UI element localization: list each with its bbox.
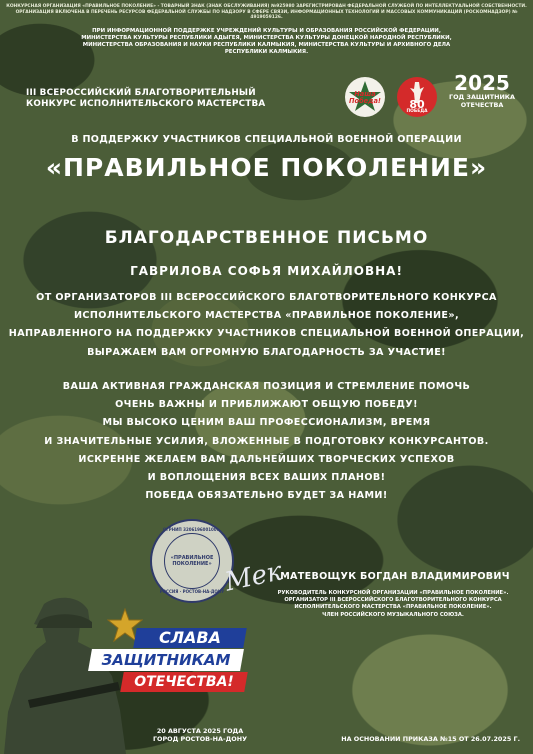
role-line: ОРГАНИЗАТОР III ВСЕРОССИЙСКОГО БЛАГОТВОРИТЕЛЬНОГО КОНКУРСА <box>284 597 502 604</box>
year-of-defender-logo <box>447 72 517 109</box>
stamp-ring-bottom: РОССИЯ · РОСТОВ-НА-ДОНУ <box>159 589 225 594</box>
order-reference: НА ОСНОВАНИИ ПРИКАЗА №15 ОТ 26.07.2025 Г. <box>341 735 520 743</box>
svo-support-text: В ПОДДЕРЖКУ УЧАСТНИКОВ СПЕЦИАЛЬНОЙ ВОЕННОЙ ОПЕРАЦИИ <box>71 134 462 145</box>
trademark-line: ОРГАНИЗАЦИЯ ВКЛЮЧЕНА В ПЕРЕЧЕНЬ РЕСУРСОВ ФЕДЕРАЛЬНОЙ СЛУЖБЫ ПО НАДЗОРУ В СФЕРЕ СВЯЗИ, ИНФОРМАЦИОННЫХ ТЕХНОЛОГИЙ И МАССОВЫХ КОММУНИКАЦИЙ (РОСКОМНАДЗОР) № 4919059126. <box>15 9 518 21</box>
contest-title <box>26 88 346 110</box>
nasha-pobeda-logo <box>345 77 385 117</box>
victory-80-logo <box>397 77 437 117</box>
organization-stamp <box>150 519 234 603</box>
anniversary-number: 80 <box>409 98 425 111</box>
paragraph-line: ВЫРАЖАЕМ ВАМ ОГРОМНУЮ БЛАГОДАРНОСТЬ ЗА УЧАСТИЕ! <box>87 346 446 358</box>
pobeda-logo-text: Наша Победа! <box>349 90 381 105</box>
contest-title-line: КОНКУРС ИСПОЛНИТЕЛЬСКОГО МАСТЕРСТВА <box>26 99 266 109</box>
support-line: ПРИ ИНФОРМАЦИОННОЙ ПОДДЕРЖКЕ УЧРЕЖДЕНИЙ КУЛЬТУРЫ И ОБРАЗОВАНИЯ РОССИЙСКОЙ ФЕДЕРАЦИИ, <box>92 28 441 34</box>
year-caption: ОТЕЧЕСТВА <box>460 100 504 109</box>
paragraph-line: И ЗНАЧИТЕЛЬНЫЕ УСИЛИЯ, ВЛОЖЕННЫЕ В ПОДГОТОВКУ КОНКУРСАНТОВ. <box>44 435 489 447</box>
paragraph-line: ОТ ОРГАНИЗАТОРОВ III ВСЕРОССИЙСКОГО БЛАГОТВОРИТЕЛЬНОГО КОНКУРСА <box>36 292 497 303</box>
support-line: МИНИСТЕРСТВА ОБРАЗОВАНИЯ И НАУКИ РЕСПУБЛИКИ КАЛМЫКИЯ, МИНИСТЕРСТВА КУЛЬТУРЫ И АРХИВНОГО ДЕЛА <box>82 42 451 48</box>
trademark-line: КОНКУРСНАЯ ОРГАНИЗАЦИЯ «ПРАВИЛЬНОЕ ПОКОЛЕНИЕ» - ТОВАРНЫЙ ЗНАК (ЗНАК ОБСЛУЖИВАНИЯ) №925980 ЗАРЕГИСТРИРОВАН ФЕДЕРАЛЬНОЙ СЛУЖБОЙ ПО ИНТЕЛЛЕКТУАЛЬНОЙ СОБСТВЕННОСТИ. <box>6 4 527 9</box>
issue-date: 20 АВГУСТА 2025 ГОДА <box>156 727 244 735</box>
stamp-center-text: «ПРАВИЛЬНОЕ ПОКОЛЕНИЕ» <box>170 555 214 567</box>
paragraph-line: ВАША АКТИВНАЯ ГРАЖДАНСКАЯ ПОЗИЦИЯ И СТРЕМЛЕНИЕ ПОМОЧЬ <box>62 381 471 392</box>
signer-name: МАТЕВОЩУК БОГДАН ВЛАДИМИРОВИЧ <box>280 571 510 582</box>
banner-line1: СЛАВА <box>159 628 221 647</box>
banner-line2: ЗАЩИТНИКАМ <box>101 651 231 669</box>
paragraph-line: И ВОПЛОЩЕНИЯ ВСЕХ ВАШИХ ПЛАНОВ! <box>147 472 386 484</box>
recipient-name: ГАВРИЛОВА СОФЬЯ МИХАЙЛОВНА! <box>130 264 403 278</box>
role-line: РУКОВОДИТЕЛЬ КОНКУРСНОЙ ОРГАНИЗАЦИИ «ПРАВИЛЬНОЕ ПОКОЛЕНИЕ». <box>277 590 509 596</box>
issue-city: ГОРОД РОСТОВ-НА-ДОНУ <box>152 735 247 743</box>
year-caption: ГОД ЗАЩИТНИКА <box>449 93 515 101</box>
paragraph-line: ОЧЕНЬ ВАЖНЫ И ПРИБЛИЖАЮТ ОБЩУЮ ПОБЕДУ! <box>115 399 418 411</box>
contest-title-line: III ВСЕРОССИЙСКИЙ БЛАГОТВОРИТЕЛЬНЫЙ <box>26 88 256 98</box>
signer-role <box>258 590 528 619</box>
paragraph-line: НАПРАВЛЕННОГО НА ПОДДЕРЖКУ УЧАСТНИКОВ СПЕЦИАЛЬНОЙ ВОЕННОЙ ОПЕРАЦИИ, <box>8 328 525 340</box>
info-support-block <box>0 28 533 56</box>
trademark-notice <box>0 4 533 21</box>
support-line: РЕСПУБЛИКИ КАЛМЫКИЯ. <box>224 49 309 55</box>
stamp-ring-top: ОГРНИП 320619600100... <box>162 527 222 532</box>
year-number: 2025 <box>454 71 510 95</box>
paragraph-line: ПОБЕДА ОБЯЗАТЕЛЬНО БУДЕТ ЗА НАМИ! <box>145 490 388 502</box>
banner-line3: ОТЕЧЕСТВА! <box>134 674 234 690</box>
paragraph-line: МЫ ВЫСОКО ЦЕНИМ ВАШ ПРОФЕССИОНАЛИЗМ, ВРЕМЯ <box>102 417 431 429</box>
contest-name: «ПРАВИЛЬНОЕ ПОКОЛЕНИЕ» <box>45 153 488 182</box>
support-line: МИНИСТЕРСТВА КУЛЬТУРЫ РЕСПУБЛИКИ АДЫГЕЯ, МИНИСТЕРСТВА КУЛЬТУРЫ ДОНЕЦКОЙ НАРОДНОЙ РЕСПУБЛИКИ, <box>81 35 452 41</box>
role-line: ЧЛЕН РОССИЙСКОГО МУЗЫКАЛЬНОГО СОЮЗА. <box>322 611 464 618</box>
signature-scribble: Мек <box>222 556 286 598</box>
role-line: ИСПОЛНИТЕЛЬСКОГО МАСТЕРСТВА «ПРАВИЛЬНОЕ ПОКОЛЕНИЕ». <box>294 604 492 611</box>
anniversary-label: ПОБЕДА <box>406 109 428 114</box>
letter-paragraph-2 <box>0 378 533 505</box>
paragraph-line: ИСПОЛНИТЕЛЬСКОГО МАСТЕРСТВА «ПРАВИЛЬНОЕ ПОКОЛЕНИЕ», <box>73 310 460 322</box>
paragraph-line: ИСКРЕННЕ ЖЕЛАЕМ ВАМ ДАЛЬНЕЙШИХ ТВОРЧЕСКИХ УСПЕХОВ <box>78 453 455 465</box>
letter-paragraph-1 <box>0 289 533 362</box>
letter-title: БЛАГОДАРСТВЕННОЕ ПИСЬМО <box>104 228 429 248</box>
issue-date-place <box>150 727 250 743</box>
